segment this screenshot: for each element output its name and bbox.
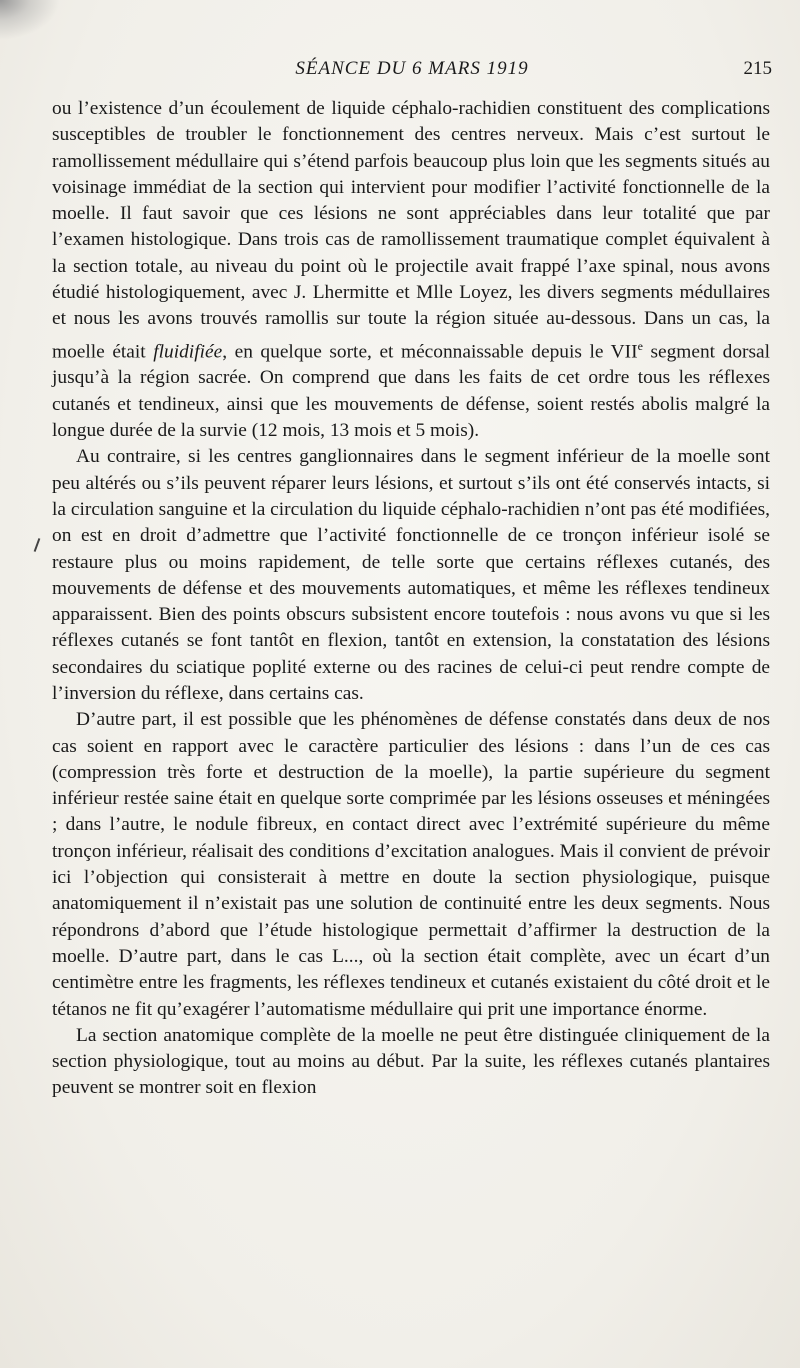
page-corner-stain — [0, 0, 60, 40]
paragraph-1-continuation: , en quelque sorte, et méconnaissable depuis le VII — [222, 341, 638, 363]
paragraph-1 — [52, 96, 770, 444]
paragraph-4: La section anatomique complète de la moelle ne peut être distinguée cliniquement de la section physiologique, tout au moins au début. Par la suite, les réflexes cutanés plantaires peuvent se montrer soit en flexion — [52, 1024, 770, 1099]
paragraph-3: D’autre part, il est possible que les phénomènes de défense constatés dans deux de nos cas soient en rapport avec le caractère particulier des lésions : dans l’un de ces cas (compression très forte et destruction de la moelle), la partie supérieure du segment inférieur restée saine était en quelque sorte comprimée par les lésions osseuses et méningées ; dans l’autre, le nodule fibreux, en contact direct avec l’extrémité supérieure du même tronçon inférieur, réalisait des conditions d’excitation analogues. Mais il convient de prévoir ici l’objection qui consisterait à mettre en doute la section physiologique, puisque anatomiquement il n’existait pas une solution de continuité entre les deux segments. Nous répondrons d’abord que l’étude histologique permettait d’affirmer la destruction de la moelle. D’autre part, dans le cas L..., où la section était complète, avec un écart d’un centimètre entre les fragments, les réflexes tendineux et cutanés existaient du côté droit et le tétanos ne fit qu’exagérer l’automatisme médullaire qui prit une importance énorme. — [52, 709, 770, 1020]
margin-pencil-mark — [34, 538, 41, 552]
page-number: 215 — [743, 58, 772, 79]
paragraph-1-end: segment dorsal jusqu’à la région sacrée. On comprend que dans les faits de cet ordre tous les réflexes cutanés et tendineux, ainsi que les mouvements de défense, soient restés abolis malgré la longue durée de la survie (12 mois, 13 mois et 5 mois). — [52, 341, 771, 442]
body-text — [52, 96, 770, 1102]
paragraph-1-italic-word: fluidifiée — [153, 341, 223, 363]
page-header — [52, 58, 772, 86]
paragraph-1-text: ou l’existence d’un écoulement de liquide céphalo-rachidien constituent des complications susceptibles de troubler le fonctionnement des centres nerveux. Mais c’est surtout le ramollissement médullaire qui s’étend parfois beaucoup plus loin que les segments situés au voisinage immédiat de la section qui intervient pour modifier l’activité fonctionnelle de la moelle. Il faut savoir que ces lésions ne sont appréciables dans leur totalité que par l’examen histologique. Dans trois cas de ramollissement traumatique complet équivalent à la section totale, au niveau du point où le projectile avait frappé l’axe spinal, nous avons étudié histologiquement, avec J. Lhermitte et Mlle Loyez, les divers segments médullaires et nous les avons trouvés ramollis sur toute la région située au-dessous. Dans un cas, la moelle était — [52, 98, 770, 363]
running-title: SÉANCE DU 6 MARS 1919 — [295, 58, 529, 79]
paragraph-2: Au contraire, si les centres ganglionnaires dans le segment inférieur de la moelle sont peu altérés ou s’ils peuvent réparer leurs lésions, et surtout s’ils ont été conservés intacts, si la circulation sanguine et la circulation du liquide céphalo-rachidien n’ont pas été modifiées, on est en droit d’admettre que l’activité fonctionnelle de ce tronçon inférieur isolé se restaure plus ou moins rapidement, de telle sorte que certains réflexes cutanés, des mouvements de défense et des mouvements automatiques, et même les réflexes tendineux apparaissent. Bien des points obscurs subsistent encore toutefois : nous avons vu que si les réflexes cutanés se font tantôt en flexion, tantôt en extension, la constatation des lésions secondaires du sciatique poplité externe ou des racines de celui-ci peut rendre compte de l’inversion du réflexe, dans certains cas. — [52, 446, 770, 704]
paragraph-1-superscript: e — [637, 338, 643, 353]
